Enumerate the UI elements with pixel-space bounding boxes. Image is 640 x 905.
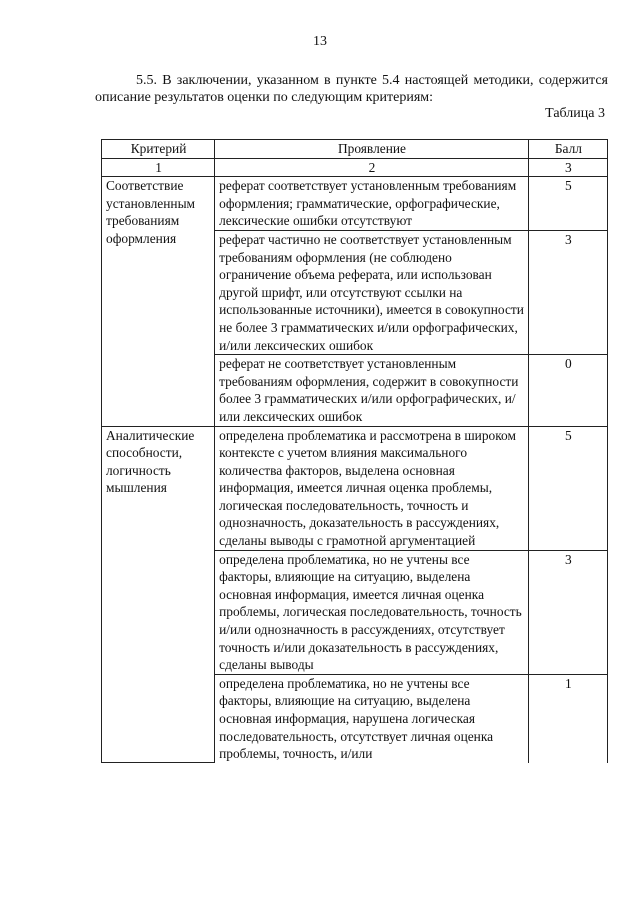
- criteria-table: [101, 139, 608, 763]
- manifestation-cell: определена проблематика и рассмотрена в широком контексте с учетом влияния максимального количества факторов, выделена основная информация, имеется личная оценка проблемы, логическая последовательность, точность и однозначность, доказательность в рассуждениях, сделаны выводы с грамотной аргументацией: [215, 426, 529, 550]
- criterion-cell: Соответствие установленным требованиям оформления: [102, 177, 215, 426]
- table-label: Таблица 3: [545, 106, 605, 121]
- column-number: 2: [215, 158, 529, 177]
- header-criterion: Критерий: [102, 140, 215, 159]
- score-cell: 5: [528, 177, 607, 231]
- manifestation-cell: реферат не соответствует установленным требованиям оформления, содержит в совокупности более 3 грамматических и/или орфографических, и/или лексических ошибок: [215, 355, 529, 426]
- intro-paragraph: 5.5. В заключении, указанном в пункте 5.4 настоящей методики, содержится описание результатов оценки по следующим критериям:: [95, 73, 608, 105]
- score-cell: 5: [528, 426, 607, 550]
- table-header-row: [102, 140, 608, 159]
- manifestation-cell: реферат соответствует установленным требованиям оформления; грамматические, орфографические, лексические ошибки отсутствуют: [215, 177, 529, 231]
- criterion-cell: Аналитические способности, логичность мышления: [102, 426, 215, 763]
- column-number: 3: [528, 158, 607, 177]
- manifestation-cell: определена проблематика, но не учтены все факторы, влияющие на ситуацию, выделена основная информация, нарушена логическая последовательность, отсутствует личная оценка проблемы, точность, и/или: [215, 674, 529, 762]
- score-cell: 3: [528, 230, 607, 354]
- header-manifestation: Проявление: [215, 140, 529, 159]
- column-number: 1: [102, 158, 215, 177]
- column-numbers-row: [102, 158, 608, 177]
- table-row: [102, 426, 608, 550]
- score-cell: 3: [528, 550, 607, 674]
- page-number: 13: [313, 34, 327, 49]
- manifestation-cell: определена проблематика, но не учтены все факторы, влияющие на ситуацию, выделена основная информация, имеется личная оценка проблемы, логическая последовательность, точность и/или однозначность в рассуждениях, отсутствует точность и/или доказательность в рассуждениях, сделаны выводы: [215, 550, 529, 674]
- manifestation-cell: реферат частично не соответствует установленным требованиям оформления (не соблюдено ограничение объема реферата, или использован другой шрифт, или отсутствуют ссылки на использованные источники), имеется в совокупности не более 3 грамматических и/или орфографических, и/или лексических ошибок: [215, 230, 529, 354]
- score-cell: 0: [528, 355, 607, 426]
- table-row: [102, 177, 608, 231]
- header-score: Балл: [528, 140, 607, 159]
- score-cell: 1: [528, 674, 607, 762]
